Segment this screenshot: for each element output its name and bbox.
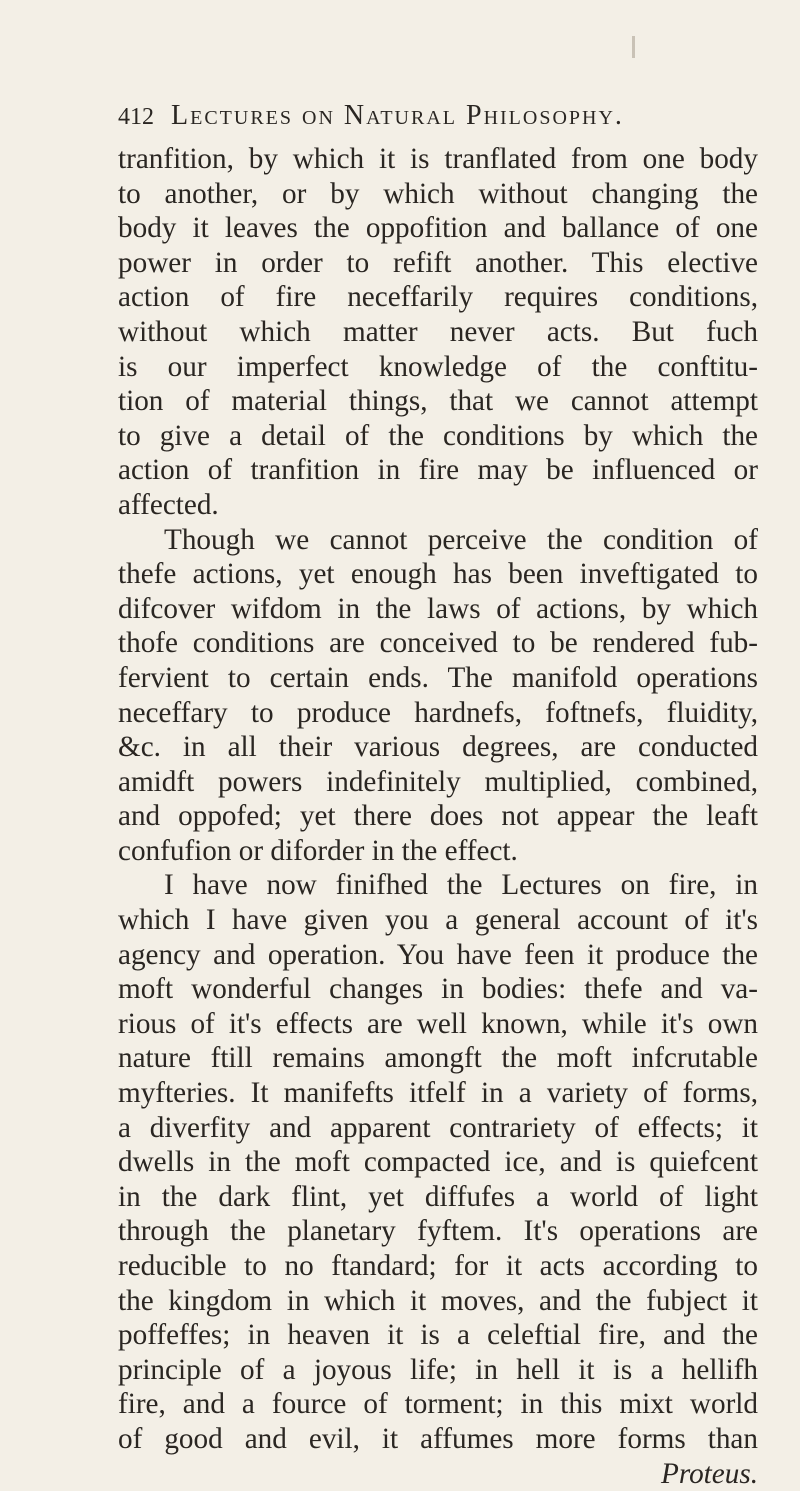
text-line: fire, and a fource of torment; in this mixt world	[118, 1388, 758, 1421]
text-line: myfteries. It manifefts itfelf in a variety of forms,	[118, 1077, 758, 1110]
text-line: confufion or diforder in the effect.	[118, 834, 518, 867]
text-line: reducible to no ftandard; for it acts according to	[118, 1250, 758, 1282]
text-line: and oppofed; yet there does not appear the leaft	[118, 800, 758, 833]
text-line: without which matter never acts. But fuch	[118, 315, 758, 348]
page-number: 412	[118, 104, 154, 130]
text-line: action of tranfition in fire may be influenced or	[118, 454, 758, 487]
text-line: neceffary to produce hardnefs, foftnefs, fluidity,	[118, 696, 758, 729]
text-line: in the dark flint, yet diffufes a world of light	[118, 1180, 758, 1213]
text-line: which I have given you a general account of it's	[118, 904, 758, 937]
text-line: amidft powers indefinitely multiplied, combined,	[118, 765, 758, 798]
text-line: moft wonderful changes in bodies: thefe and va-	[118, 973, 758, 1006]
text-line: poffeffes; in heaven it is a celeftial fire, and the	[118, 1319, 758, 1352]
text-line: dwells in the moft compacted ice, and is quiefcent	[118, 1146, 758, 1179]
text-line: affected.	[118, 488, 219, 521]
text-line: nature ftill remains amongft the moft infcrutable	[118, 1042, 758, 1075]
text-line: Though we cannot perceive the condition of	[164, 523, 758, 556]
text-line: difcover wifdom in the laws of actions, by which	[118, 592, 758, 625]
text-line: rious of it's effects are well known, while it's own	[118, 1007, 758, 1040]
text-line: to give a detail of the conditions by which the	[118, 419, 758, 452]
text-line: of good and evil, it affumes more forms than	[118, 1422, 758, 1455]
running-header	[118, 100, 758, 140]
text-line: to another, or by which without changing the	[118, 177, 758, 210]
text-line: thefe actions, yet enough has been inveftigated to	[118, 558, 758, 591]
text-line: body it leaves the oppofition and ballance of one	[118, 212, 758, 245]
text-line: the kingdom in which it moves, and the fubject it	[118, 1284, 758, 1317]
text-line: tion of material things, that we cannot attempt	[118, 385, 758, 418]
text-line: agency and operation. You have feen it produce the	[118, 938, 758, 971]
text-line: through the planetary fyftem. It's operations are	[118, 1215, 758, 1248]
text-line: action of fire neceffarily requires conditions,	[118, 281, 758, 314]
print-mark	[632, 36, 635, 58]
text-line: power in order to refift another. This elective	[118, 246, 758, 279]
body-text	[118, 142, 758, 1491]
text-line: a diverfity and apparent contrariety of effects; it	[118, 1111, 758, 1144]
text-line: Proteus.	[660, 1457, 758, 1490]
running-title: Lectures on Natural Philosophy.	[171, 100, 624, 131]
text-line: I have now finifhed the Lectures on fire, in	[164, 869, 758, 902]
text-line: fervient to certain ends. The manifold operations	[118, 661, 758, 694]
text-line: is our imperfect knowledge of the conftitu-	[118, 350, 758, 383]
text-line: principle of a joyous life; in hell it is a hellifh	[118, 1353, 758, 1386]
text-line: tranfition, by which it is tranflated from one body	[118, 143, 758, 175]
text-line: thofe conditions are conceived to be rendered fub-	[118, 627, 758, 660]
text-line: &c. in all their various degrees, are conducted	[118, 731, 758, 764]
